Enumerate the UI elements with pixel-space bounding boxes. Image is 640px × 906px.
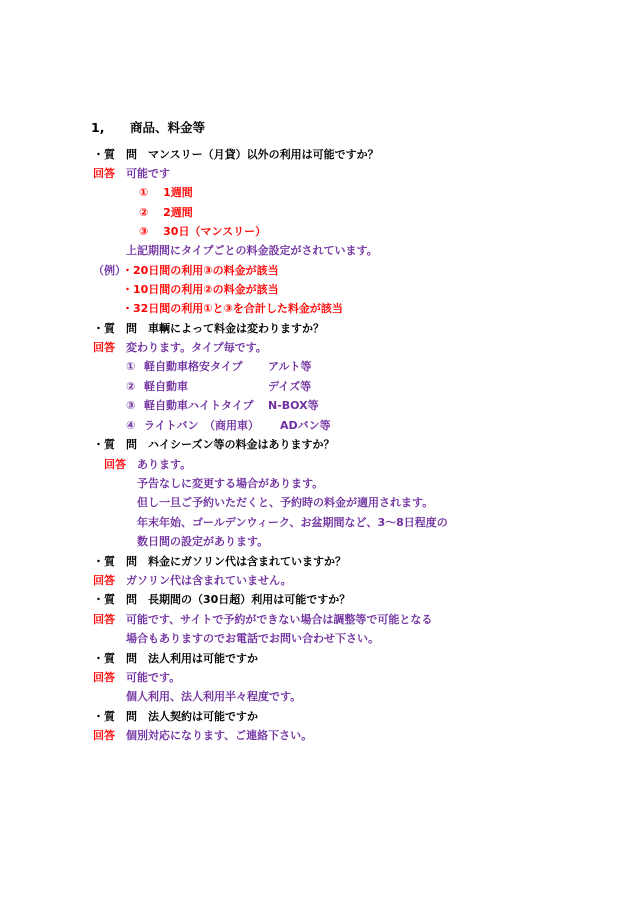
section-number: 1,: [91, 120, 105, 135]
type-num-3: ③: [126, 399, 136, 412]
type-example-2: デイズ等: [268, 380, 312, 393]
answer-4: ガソリン代は含まれていません。: [126, 574, 292, 587]
answer-3: あります。: [137, 458, 192, 471]
type-example-1: アルト等: [268, 360, 312, 373]
answer-7: 個別対応になります、ご連絡下さい。: [126, 729, 313, 742]
answer-label-3: 回答: [104, 458, 126, 471]
answer-label-5: 回答: [93, 613, 115, 626]
type-name-3: 軽自動車ハイトタイプ: [144, 399, 254, 412]
period-option-2: ② 2週間: [139, 206, 193, 219]
type-example-4: ADバン等: [280, 419, 331, 432]
example-3: ・32日間の利用①と③を合計した料金が該当: [122, 302, 343, 315]
question-6: ・質 問 法人利用は可能ですか: [93, 652, 258, 665]
answer-1: 可能です: [126, 167, 170, 180]
question-1: ・質 問 マンスリー（月貸）以外の利用は可能ですか？: [93, 148, 379, 161]
period-option-3: ③ 30日（マンスリー）: [139, 225, 267, 238]
type-num-4: ④: [126, 419, 136, 432]
question-4: ・質 問 料金にガソリン代は含まれていますか？: [93, 555, 346, 568]
answer-2: 変わります。タイプ毎です。: [126, 341, 267, 354]
answer-label-7: 回答: [93, 729, 115, 742]
example-1: ・20日間の利用③の料金が該当: [122, 264, 279, 277]
question-5: ・質 問 長期間の（30日超）利用は可能ですか？: [93, 593, 351, 606]
answer-3-line-2: 但し一旦ご予約いただくと、予約時の料金が適用されます。: [137, 496, 434, 509]
answer-label-2: 回答: [93, 341, 115, 354]
answer-5: 可能です、サイトで予約ができない場合は調整等で可能となる: [126, 613, 433, 626]
answer-5-line-2: 場合もありますのでお電話でお問い合わせ下さい。: [126, 632, 379, 645]
answer-label-6: 回答: [93, 671, 115, 684]
answer-3-line-3: 年末年始、ゴールデンウィーク、お盆期間など、3～8日程度の: [137, 516, 448, 529]
answer-6: 可能です。: [126, 671, 181, 684]
type-example-3: N-BOX等: [268, 399, 319, 412]
type-name-2: 軽自動車: [144, 380, 188, 393]
period-option-1: ① 1週間: [139, 186, 193, 199]
type-num-2: ②: [126, 380, 136, 393]
question-3: ・質 問 ハイシーズン等の料金はありますか？: [93, 438, 335, 451]
question-2: ・質 問 車輌によって料金は変わりますか？: [93, 322, 324, 335]
period-note: 上記期間にタイプごとの料金設定がされています。: [126, 244, 378, 257]
type-name-4: ライトバン （商用車）: [144, 419, 259, 432]
section-title: 商品、料金等: [130, 120, 206, 135]
answer-3-line-1: 予告なしに変更する場合があります。: [137, 477, 324, 490]
example-label: （例）: [93, 264, 126, 277]
answer-3-line-4: 数日間の設定があります。: [137, 535, 269, 548]
type-name-1: 軽自動車格安タイプ: [144, 360, 243, 373]
answer-label-1: 回答: [93, 167, 115, 180]
question-7: ・質 問 法人契約は可能ですか: [93, 710, 258, 723]
type-num-1: ①: [126, 360, 136, 373]
answer-label-4: 回答: [93, 574, 115, 587]
answer-6-line-2: 個人利用、法人利用半々程度です。: [126, 690, 302, 703]
example-2: ・10日間の利用②の料金が該当: [122, 283, 279, 296]
